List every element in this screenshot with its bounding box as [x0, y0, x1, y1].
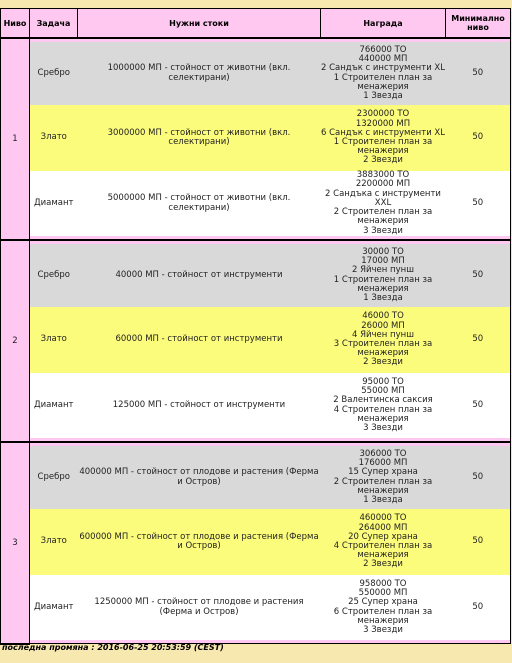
table-row	[1, 446, 511, 509]
reward-line: 55000 МП	[361, 386, 405, 397]
reward-line: 176000 МП	[358, 458, 408, 469]
reward-line: 1 Звезда	[363, 292, 403, 303]
min-level-cell: 50	[446, 509, 511, 575]
min-level-cell: 50	[446, 373, 511, 438]
min-level-cell: 50	[446, 42, 511, 105]
reward-line: 26000 МП	[361, 320, 405, 331]
table-row	[1, 575, 511, 640]
header-required: Нужни стоки	[78, 9, 321, 39]
reward-line: 1320000 МП	[355, 118, 411, 129]
table-row	[1, 244, 511, 307]
last-modified: последна промяна : 2016-06-25 20:53:59 (CEST)	[2, 643, 224, 652]
required-goods-cell: 60000 МП - стойност от инструменти	[78, 307, 321, 373]
level-cell: 2	[1, 240, 30, 442]
task-cell: Сребро	[30, 42, 78, 105]
reward-line: 2 Звезди	[363, 155, 403, 166]
min-level-cell: 50	[446, 171, 511, 236]
reward-line: 2 Яйчен пунш	[352, 265, 414, 276]
reward-line: 2 Звезди	[363, 357, 403, 368]
level-cell: 3	[1, 442, 30, 644]
reward-cell	[321, 373, 446, 438]
reward-line: 440000 МП	[358, 54, 408, 65]
table-row	[1, 307, 511, 373]
task-cell: Злато	[30, 509, 78, 575]
reward-line: 1 Строителен план за менажерия	[333, 274, 433, 294]
task-cell: Злато	[30, 307, 78, 373]
reward-line: 95000 ТО	[362, 376, 404, 387]
header-row	[1, 9, 511, 39]
reward-line: 2 Сандък с инструменти XL	[321, 63, 445, 74]
min-level-cell: 50	[446, 307, 511, 373]
required-goods-cell: 400000 МП - стойност от плодове и растения (Ферма и Остров)	[78, 446, 321, 509]
reward-line: 6 Строителен план за менажерия	[333, 606, 433, 626]
reward-line: 3 Строителен план за менажерия	[333, 339, 433, 359]
task-cell: Сребро	[30, 244, 78, 307]
reward-cell	[321, 171, 446, 236]
reward-cell	[321, 244, 446, 307]
min-level-cell: 50	[446, 446, 511, 509]
reward-line: 264000 МП	[358, 522, 408, 533]
required-goods-cell: 125000 МП - стойност от инструменти	[78, 373, 321, 438]
reward-cell	[321, 575, 446, 640]
reward-line: 3 Звезди	[363, 624, 403, 635]
reward-cell	[321, 509, 446, 575]
level-cell: 1	[1, 38, 30, 240]
reward-line: 3 Звезди	[363, 422, 403, 433]
reward-line: 2 Строителен план за менажерия	[333, 476, 433, 496]
header-task: Задача	[30, 9, 78, 39]
top-strip	[0, 0, 512, 8]
reward-line: 2 Строителен план за менажерия	[333, 207, 433, 227]
reward-line: 46000 ТО	[362, 311, 404, 322]
reward-line: 1 Звезда	[363, 90, 403, 101]
required-goods-cell: 1000000 МП - стойност от животни (вкл. селектирани)	[78, 42, 321, 105]
min-level-cell: 50	[446, 575, 511, 640]
reward-line: 20 Супер храна	[348, 531, 418, 542]
reward-line: 306000 ТО	[359, 448, 407, 459]
table-row	[1, 105, 511, 171]
reward-cell	[321, 105, 446, 171]
required-goods-cell: 600000 МП - стойност от плодове и растения (Ферма и Остров)	[78, 509, 321, 575]
required-goods-cell: 1250000 МП - стойност от плодове и растения (Ферма и Остров)	[78, 575, 321, 640]
task-cell: Злато	[30, 105, 78, 171]
reward-line: 2300000 ТО	[356, 109, 410, 120]
reward-line: 766000 ТО	[359, 44, 407, 55]
reward-line: 550000 МП	[358, 588, 408, 599]
reward-line: 4 Строителен план за менажерия	[333, 404, 433, 424]
min-level-cell: 50	[446, 105, 511, 171]
reward-line: 3 Звезди	[363, 225, 403, 236]
reward-cell	[321, 307, 446, 373]
reward-line: 6 Сандък с инструменти XL	[321, 127, 445, 138]
required-goods-cell: 40000 МП - стойност от инструменти	[78, 244, 321, 307]
task-cell: Сребро	[30, 446, 78, 509]
reward-cell	[321, 42, 446, 105]
required-goods-cell: 5000000 МП - стойност от животни (вкл. селектирани)	[78, 171, 321, 236]
table-row	[1, 171, 511, 236]
reward-line: 17000 МП	[361, 256, 405, 267]
header-level: Ниво	[1, 9, 30, 39]
table-row	[1, 373, 511, 438]
reward-line: 1 Строителен план за менажерия	[333, 72, 433, 92]
reward-line: 4 Строителен план за менажерия	[333, 541, 433, 561]
reward-line: 25 Супер храна	[348, 597, 418, 608]
min-level-cell: 50	[446, 244, 511, 307]
task-cell: Диамант	[30, 575, 78, 640]
reward-line: 2 Звезди	[363, 559, 403, 570]
reward-line: 1 Звезда	[363, 494, 403, 505]
reward-line: 4 Яйчен пунш	[352, 329, 414, 340]
reward-line: 2 Сандъка с инструменти XXL	[325, 188, 441, 208]
reward-line: 2200000 МП	[355, 179, 411, 190]
table-body	[1, 38, 511, 644]
reward-line: 15 Супер храна	[348, 467, 418, 478]
reward-line: 1 Строителен план за менажерия	[333, 137, 433, 157]
task-cell: Диамант	[30, 171, 78, 236]
quest-table	[0, 8, 511, 645]
reward-line: 958000 ТО	[359, 578, 407, 589]
required-goods-cell: 3000000 МП - стойност от животни (вкл. селектирани)	[78, 105, 321, 171]
reward-line: 3883000 ТО	[356, 170, 410, 181]
task-cell: Диамант	[30, 373, 78, 438]
reward-line: 2 Валентинска саксия	[333, 395, 433, 406]
table-row	[1, 42, 511, 105]
header-reward: Награда	[321, 9, 446, 39]
reward-cell	[321, 446, 446, 509]
header-min-level: Минимално ниво	[446, 9, 511, 39]
table-row	[1, 509, 511, 575]
reward-line: 30000 ТО	[362, 246, 404, 257]
reward-line: 460000 ТО	[359, 513, 407, 524]
